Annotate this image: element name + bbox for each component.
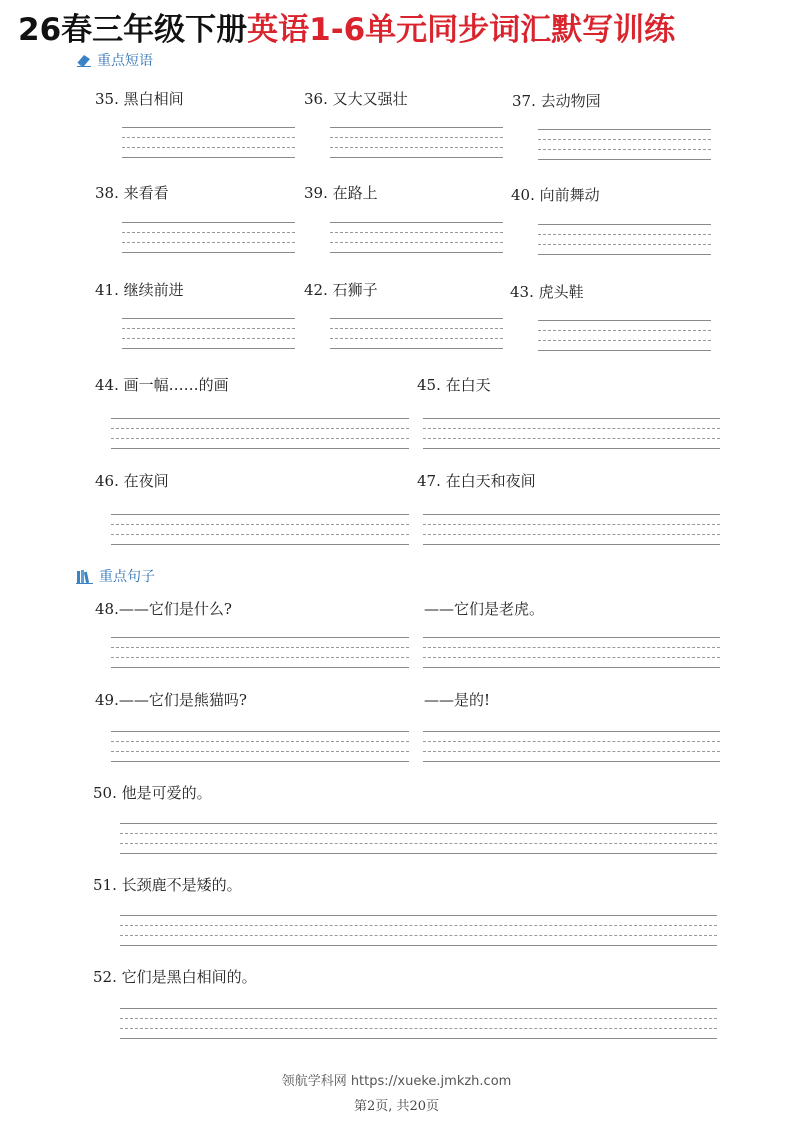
phrase-item-39: 39. 在路上 bbox=[304, 184, 378, 202]
answer-lines[interactable] bbox=[423, 731, 720, 762]
sentence-item-50: 50. 他是可爱的。 bbox=[93, 784, 212, 802]
answer-lines[interactable] bbox=[538, 320, 711, 351]
sentence-item-49-answer: ——是的! bbox=[424, 691, 491, 709]
section-header-sentences bbox=[76, 567, 155, 585]
answer-lines[interactable] bbox=[111, 637, 409, 668]
phrase-item-36: 36. 又大又强壮 bbox=[304, 90, 408, 108]
answer-lines[interactable] bbox=[120, 915, 717, 946]
phrase-item-40: 40. 向前舞动 bbox=[511, 186, 600, 204]
phrase-item-43: 43. 虎头鞋 bbox=[510, 283, 584, 301]
section-header-phrases bbox=[76, 51, 153, 69]
eraser-icon bbox=[76, 53, 92, 67]
answer-lines[interactable] bbox=[330, 222, 503, 253]
answer-lines[interactable] bbox=[111, 731, 409, 762]
footer-site: 领航学科网 https://xueke.jmkzh.com bbox=[281, 1074, 512, 1089]
sentence-item-48-question: 48.——它们是什么? bbox=[95, 600, 232, 618]
phrase-item-44: 44. 画一幅……的画 bbox=[95, 376, 229, 394]
section-label: 重点短语 bbox=[97, 53, 153, 69]
footer-page-number: 第2页, 共20页 bbox=[353, 1099, 440, 1114]
phrase-item-42: 42. 石狮子 bbox=[304, 281, 378, 299]
sentence-item-49-question: 49.——它们是熊猫吗? bbox=[95, 691, 247, 709]
sentence-item-51: 51. 长颈鹿不是矮的。 bbox=[93, 876, 242, 894]
books-icon bbox=[76, 569, 94, 584]
answer-lines[interactable] bbox=[423, 637, 720, 668]
answer-lines[interactable] bbox=[111, 514, 409, 545]
section-label: 重点句子 bbox=[99, 569, 155, 585]
phrase-item-46: 46. 在夜间 bbox=[95, 472, 169, 490]
answer-lines[interactable] bbox=[122, 222, 295, 253]
phrase-item-41: 41. 继续前进 bbox=[95, 281, 184, 299]
phrase-item-37: 37. 去动物园 bbox=[512, 92, 601, 110]
sentence-item-52: 52. 它们是黑白相间的。 bbox=[93, 968, 257, 986]
answer-lines[interactable] bbox=[538, 129, 711, 160]
answer-lines[interactable] bbox=[111, 418, 409, 449]
answer-lines[interactable] bbox=[122, 127, 295, 158]
title-prefix: 26春三年级下册 bbox=[18, 12, 248, 48]
answer-lines[interactable] bbox=[120, 1008, 717, 1039]
answer-lines[interactable] bbox=[330, 127, 503, 158]
answer-lines[interactable] bbox=[120, 823, 717, 854]
sentence-item-48-answer: ——它们是老虎。 bbox=[424, 600, 545, 618]
page-title bbox=[18, 4, 675, 48]
answer-lines[interactable] bbox=[122, 318, 295, 349]
phrase-item-35: 35. 黑白相间 bbox=[95, 90, 184, 108]
answer-lines[interactable] bbox=[538, 224, 711, 255]
answer-lines[interactable] bbox=[423, 514, 720, 545]
answer-lines[interactable] bbox=[423, 418, 720, 449]
phrase-item-38: 38. 来看看 bbox=[95, 184, 169, 202]
phrase-item-47: 47. 在白天和夜间 bbox=[417, 472, 536, 490]
phrase-item-45: 45. 在白天 bbox=[417, 376, 491, 394]
answer-lines[interactable] bbox=[330, 318, 503, 349]
title-highlight: 英语1-6单元同步词汇默写训练 bbox=[247, 12, 676, 48]
